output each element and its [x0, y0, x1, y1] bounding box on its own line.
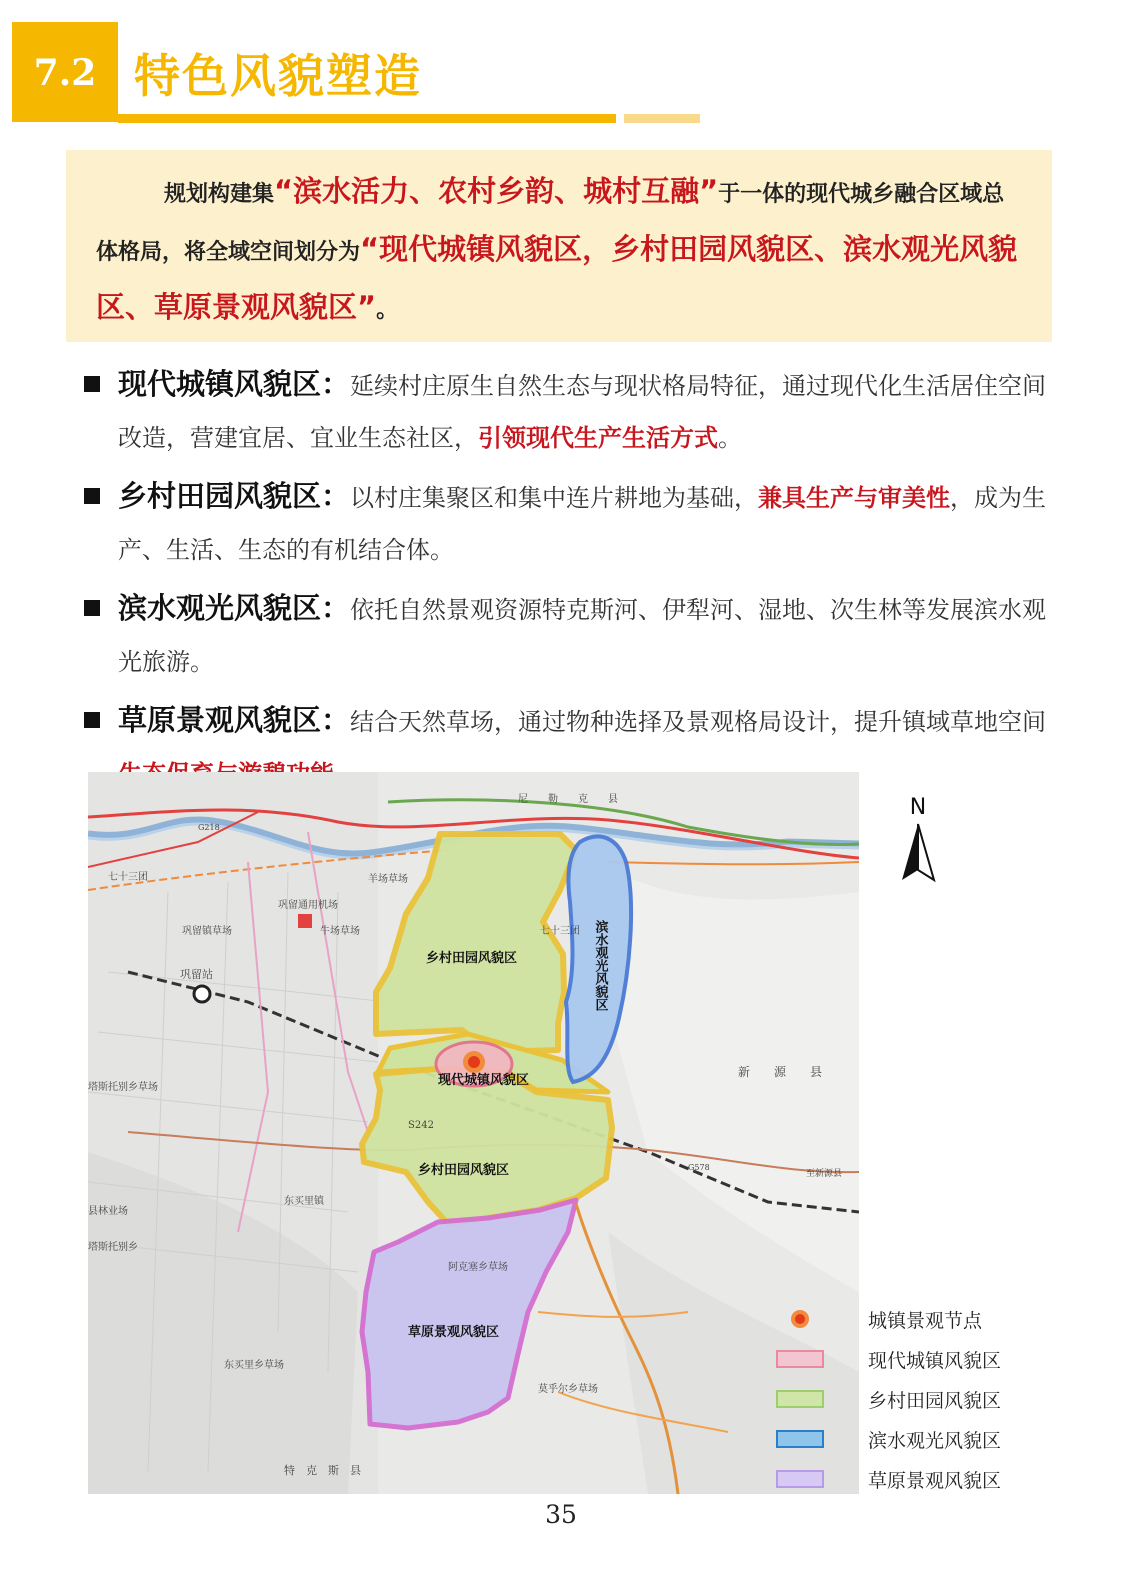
section-badge — [12, 22, 118, 122]
intro-text-1: 规划构建集 — [164, 182, 275, 207]
label-cattle-ranch: 牛场草场 — [320, 926, 360, 937]
legend-label: 草原景观风貌区 — [868, 1470, 1002, 1492]
intro-text-3: 。 — [376, 298, 399, 323]
label-sheep-ranch: 羊场草场 — [368, 874, 408, 885]
title-underline — [118, 114, 616, 123]
page-title: 特色风貌塑造 — [134, 49, 422, 103]
zoning-map — [88, 772, 859, 1494]
legend-label: 乡村田园风貌区 — [868, 1390, 1002, 1412]
label-grassland: 草原景观风貌区 — [408, 1325, 500, 1340]
label-mosel: 莫乎尔乡草场 — [538, 1384, 598, 1395]
bullet-square-icon — [84, 376, 100, 392]
node-icon — [776, 1310, 824, 1328]
label-tuan73: 七十三团 — [540, 926, 580, 937]
label-xinyuan-link: 至新源县 — [806, 1169, 843, 1179]
label-tasi-ranch: 塔斯托别乡草场 — [88, 1082, 158, 1093]
intro-paragraph — [96, 164, 1022, 338]
list-item — [84, 582, 1054, 688]
zone-name: 乡村田园风貌区： — [118, 479, 351, 513]
label-rural-south: 乡村田园风貌区 — [418, 1163, 510, 1178]
airport-icon — [298, 914, 312, 928]
zone-highlight: 兼具生产与审美性 — [758, 484, 951, 512]
title-underline-accent — [624, 114, 700, 123]
legend-item — [770, 1460, 1030, 1500]
label-forest: 县林业场 — [88, 1206, 128, 1217]
label-county-south: 特 克 斯 县 — [284, 1464, 361, 1477]
label-dongmai: 东买里镇 — [284, 1196, 324, 1207]
legend-label: 城镇景观节点 — [868, 1310, 983, 1332]
map-legend — [770, 1300, 1030, 1500]
zone-name: 草原景观风貌区： — [118, 703, 351, 737]
legend-swatch-water — [776, 1430, 824, 1448]
zone-desc: 以村庄集聚区和集中连片耕地为基础， — [350, 484, 759, 512]
label-county-north: 尼 勒 克 县 — [518, 794, 618, 805]
label-county-east: 新 源 县 — [738, 1065, 823, 1079]
label-tasi: 塔斯托别乡 — [88, 1242, 138, 1253]
bullet-square-icon — [84, 712, 100, 728]
legend-swatch-town — [776, 1350, 824, 1368]
section-number: 7.2 — [33, 52, 97, 94]
zone-desc: 依托自然景观资源特克斯河、伊犁河、湿地、次生林等发展滨水观光旅游。 — [118, 596, 1047, 676]
list-item — [84, 358, 1054, 464]
zone-name: 滨水观光风貌区： — [118, 591, 351, 625]
intro-highlight-2: “现代城镇风貌区，乡村田园风貌区、滨水观光风貌区、草原景观风貌区” — [96, 232, 1018, 324]
label-g218: G218 — [198, 823, 220, 832]
legend-label: 现代城镇风貌区 — [868, 1350, 1002, 1372]
label-town: 现代城镇风貌区 — [438, 1073, 530, 1088]
label-g578: G578 — [688, 1163, 710, 1172]
legend-label: 滨水观光风貌区 — [868, 1430, 1002, 1452]
label-station: 巩留站 — [180, 968, 213, 981]
zone-tail: ，成为生产、生活、生态的有机结合体。 — [118, 484, 1047, 564]
station-icon — [194, 986, 210, 1002]
label-dongmai-ranch: 东买里乡草场 — [224, 1360, 284, 1371]
zone-list — [84, 358, 1054, 806]
intro-highlight-1: “滨水活力、农村乡韵、城村互融” — [274, 174, 719, 208]
label-waterfront: 滨水观光风貌区 — [592, 920, 608, 1011]
north-label: N — [909, 795, 927, 820]
list-item — [84, 470, 1054, 576]
bullet-square-icon — [84, 600, 100, 616]
intro-text-2: 于一体的现代城乡融合区域总体格局，将全域空间划分为 — [96, 182, 1005, 265]
page-number: 35 — [545, 1500, 577, 1529]
label-airport: 巩留通用机场 — [278, 900, 338, 911]
zone-highlight: 引领现代生产生活方式 — [478, 424, 718, 452]
zone-desc: 延续村庄原生自然生态与现状格局特征，通过现代化生活居住空间改造，营建宜居、宜业生态社区， — [118, 372, 1047, 452]
legend-item — [770, 1340, 1030, 1380]
intro-box — [66, 150, 1052, 342]
legend-swatch-grass — [776, 1470, 824, 1488]
legend-swatch-rural — [776, 1390, 824, 1408]
label-akesai: 阿克塞乡草场 — [448, 1262, 508, 1273]
legend-item — [770, 1420, 1030, 1460]
label-rural-north: 乡村田园风貌区 — [426, 951, 518, 966]
zone-tail: 。 — [718, 424, 742, 452]
zone-desc: 结合天然草场，通过物种选择及景观格局设计，提升镇域草地空间 — [350, 708, 1047, 736]
label-village: S242 — [408, 1120, 434, 1131]
label-gongliu-ranch: 巩留镇草场 — [182, 926, 232, 937]
label-tuan7: 七十三团 — [108, 872, 148, 883]
bullet-square-icon — [84, 488, 100, 504]
legend-item — [770, 1380, 1030, 1420]
zone-name: 现代城镇风貌区： — [118, 367, 351, 401]
legend-item — [770, 1300, 1030, 1340]
north-arrow-icon — [888, 792, 948, 887]
